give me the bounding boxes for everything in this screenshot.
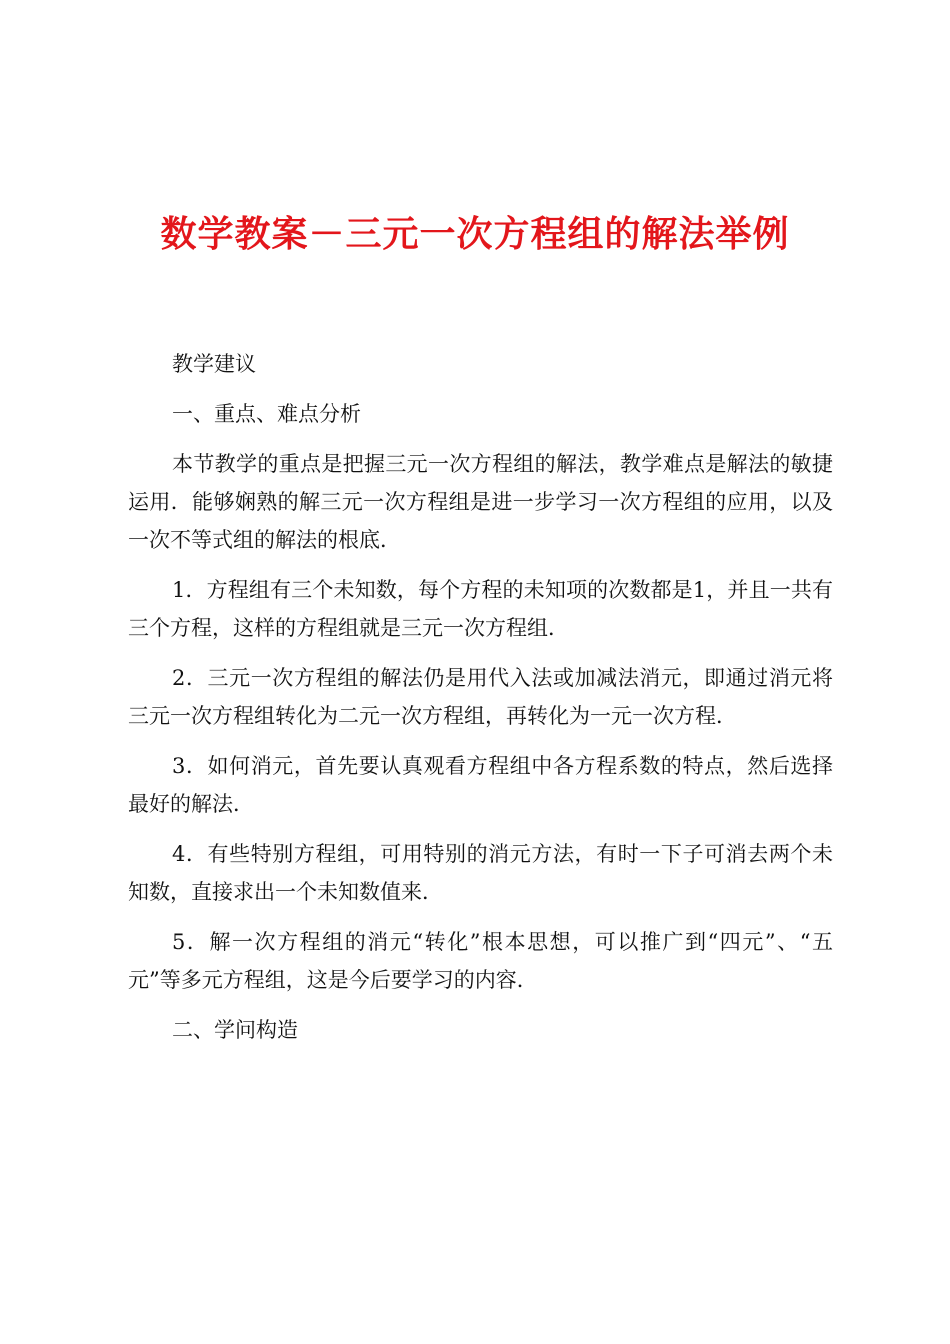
document-title: 数学教案－三元一次方程组的解法举例 — [160, 213, 790, 255]
document-body — [128, 345, 833, 1061]
paragraph-overview: 本节教学的重点是把握三元一次方程组的解法，教学难点是解法的敏捷运用．能够娴熟的解三元一次方程组是进一步学习一次方程组的应用，以及一次不等式组的解法的根底． — [128, 452, 833, 552]
paragraph-point-3: 3．如何消元，首先要认真观看方程组中各方程系数的特点，然后选择最好的解法． — [128, 754, 833, 816]
paragraph-point-2: 2．三元一次方程组的解法仍是用代入法或加减法消元，即通过消元将三元一次方程组转化为二元一次方程组，再转化为一元一次方程． — [128, 666, 833, 728]
paragraph-point-4: 4．有些特别方程组，可用特别的消元方法，有时一下子可消去两个未知数，直接求出一个未知数值来． — [128, 842, 833, 904]
heading-teaching-suggestions: 教学建议 — [172, 352, 256, 376]
heading-key-difficult-points: 一、重点、难点分析 — [172, 402, 361, 426]
paragraph-point-1: 1．方程组有三个未知数，每个方程的未知项的次数都是1，并且一共有三个方程，这样的方程组就是三元一次方程组． — [128, 578, 833, 640]
paragraph-point-5: 5．解一次方程组的消元“转化”根本思想，可以推广到“四元”、“五元”等多元方程组，这是今后要学习的内容． — [128, 930, 833, 992]
heading-knowledge-structure: 二、学问构造 — [172, 1018, 298, 1042]
